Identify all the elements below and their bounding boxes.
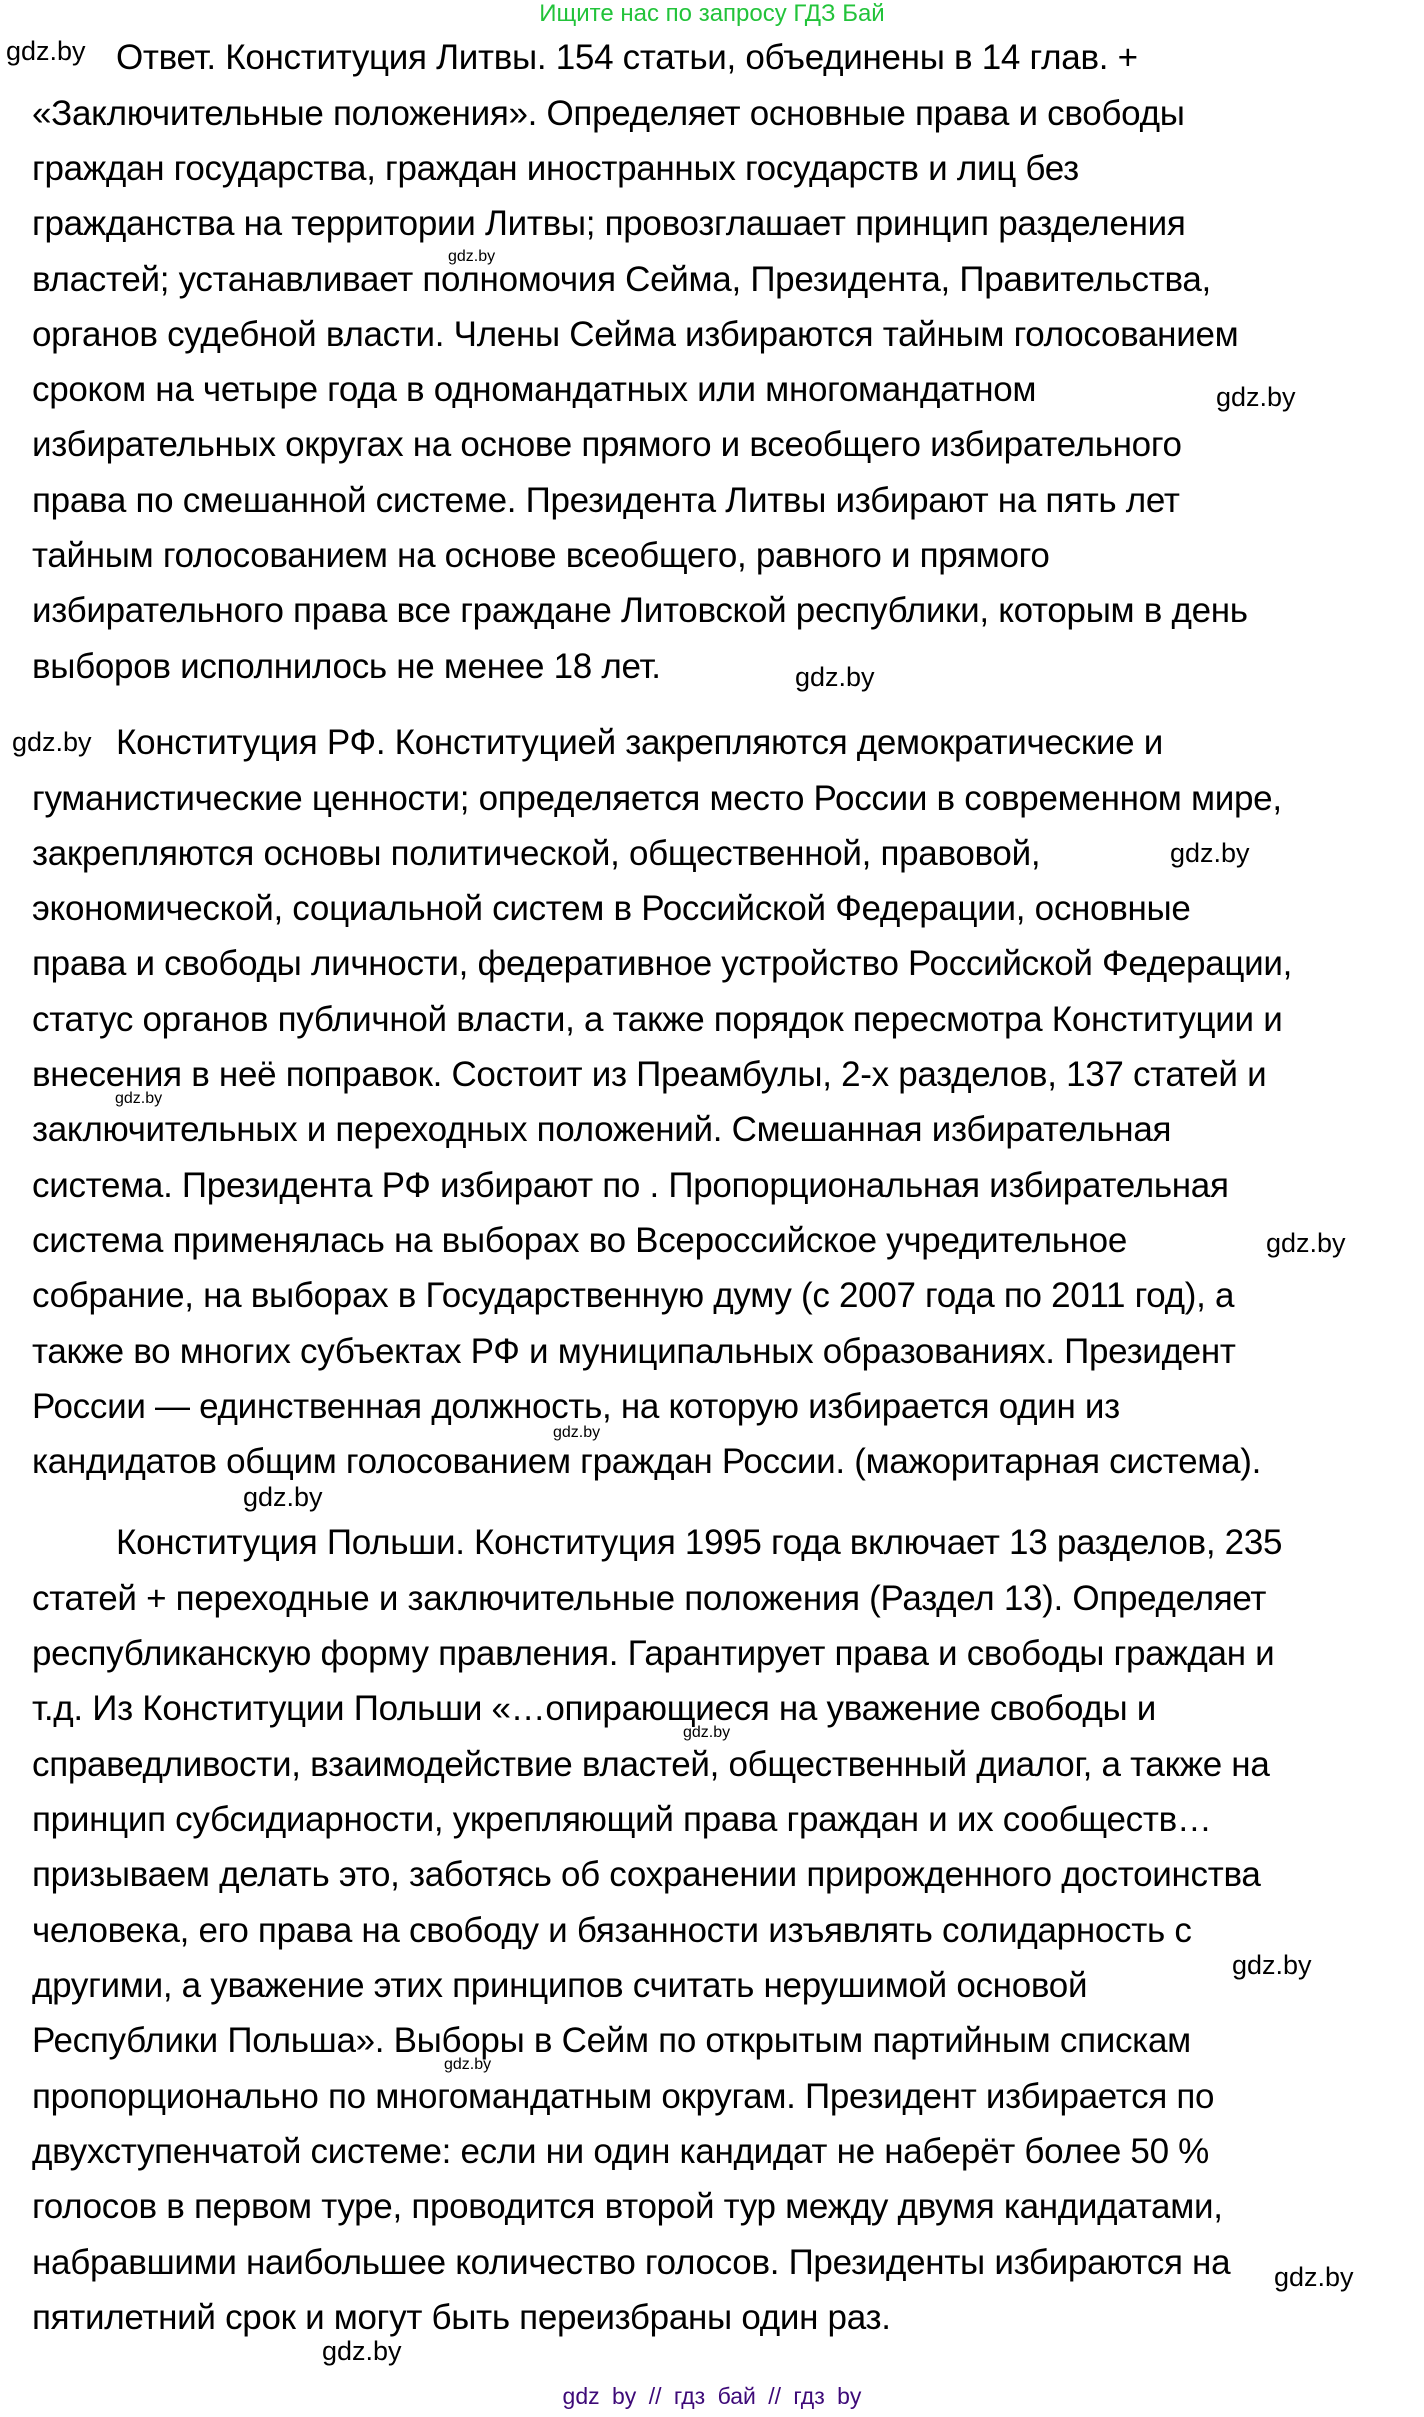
text-line: сроком на четыре года в одномандатных или многомандатном [32,370,1037,409]
text-line: статус органов публичной власти, а также порядок пересмотра Конституции и [32,1000,1283,1039]
watermark: gdz.by [683,1724,731,1741]
text-line: пятилетний срок и могут быть переизбраны один раз. [32,2298,891,2337]
text-line: кандидатов общим голосованием граждан России. (мажоритарная система). [32,1442,1262,1481]
text-line: гуманистические ценности; определяется место России в современном мире, [32,779,1282,818]
text-line: двухступенчатой системе: если ни один кандидат не наберёт более 50 % [32,2132,1209,2171]
footer-links[interactable]: gdz by // гдз бай // гдз by [562,2383,862,2409]
text-line: республиканскую форму правления. Гарантирует права и свободы граждан и [32,1634,1275,1673]
text-line: Республики Польша». Выборы в Сейм по открытым партийным спискам [32,2021,1191,2060]
text-line: система применялась на выборах во Всероссийское учредительное [32,1221,1127,1260]
text-line: система. Президента РФ избирают по . Пропорциональная избирательная [32,1166,1229,1205]
text-line: Ответ. Конституция Литвы. 154 статьи, объединены в 14 глав. + [116,38,1138,77]
text-line: собрание, на выборах в Государственную думу (с 2007 года по 2011 год), а [32,1276,1235,1315]
watermark: gdz.by [795,662,875,692]
text-line: России — единственная должность, на которую избирается один из [32,1387,1120,1426]
text-line: тайным голосованием на основе всеобщего, равного и прямого [32,536,1050,575]
watermark: gdz.by [243,1482,323,1512]
watermark: gdz.by [553,1424,601,1441]
watermark: gdz.by [322,2336,402,2366]
text-line: права по смешанной системе. Президента Литвы избирают на пять лет [32,481,1180,520]
text-line: права и свободы личности, федеративное устройство Российской Федерации, [32,944,1293,983]
text-line: статей + переходные и заключительные положения (Раздел 13). Определяет [32,1579,1267,1618]
text-line: заключительных и переходных положений. Смешанная избирательная [32,1110,1172,1149]
watermark: gdz.by [115,1090,163,1107]
text-line: голосов в первом туре, проводится второй тур между двумя кандидатами, [32,2187,1223,2226]
text-line: призываем делать это, заботясь об сохранении прирожденного достоинства [32,1855,1261,1894]
text-line: экономической, социальной систем в Российской Федерации, основные [32,889,1191,928]
text-line: другими, а уважение этих принципов считать нерушимой основой [32,1966,1088,2005]
text-line: гражданства на территории Литвы; провозглашает принцип разделения [32,204,1186,243]
text-line: Конституция РФ. Конституцией закрепляются демократические и [116,723,1163,762]
text-line: властей; устанавливает полномочия Сейма, Президента, Правительства, [32,260,1211,299]
text-line: органов судебной власти. Члены Сейма избираются тайным голосованием [32,315,1239,354]
text-line: избирательных округах на основе прямого и всеобщего избирательного [32,425,1182,464]
text-line: принцип субсидиарности, укрепляющий права граждан и их сообществ… [32,1800,1212,1839]
text-line: пропорционально по многомандатным округам. Президент избирается по [32,2077,1215,2116]
text-line: выборов исполнилось не менее 18 лет. [32,647,661,686]
text-line: граждан государства, граждан иностранных государств и лиц без [32,149,1079,188]
watermark: gdz.by [1232,1950,1312,1980]
text-line: внесения в неё поправок. Состоит из Преамбулы, 2-х разделов, 137 статей и [32,1055,1267,1094]
watermark: gdz.by [1216,382,1296,412]
search-hint-banner[interactable]: Ищите нас по запросу ГДЗ Бай [539,0,885,27]
text-line: закрепляются основы политической, общественной, правовой, [32,834,1041,873]
watermark: gdz.by [448,248,496,265]
text-line: Конституция Польши. Конституция 1995 года включает 13 разделов, 235 [116,1523,1283,1562]
text-line: также во многих субъектах РФ и муниципальных образованиях. Президент [32,1332,1236,1371]
text-line: избирательного права все граждане Литовской республики, которым в день [32,591,1248,630]
text-line: набравшими наибольшее количество голосов. Президенты избираются на [32,2243,1231,2282]
text-line: справедливости, взаимодействие властей, общественный диалог, а также на [32,1745,1270,1784]
text-line: «Заключительные положения». Определяет основные права и свободы [32,94,1185,133]
text-line: человека, его права на свободу и бязанности изъявлять солидарность с [32,1911,1192,1950]
watermark: gdz.by [6,36,86,66]
watermark: gdz.by [1170,838,1250,868]
watermark: gdz.by [1266,1228,1346,1258]
watermark: gdz.by [444,2056,492,2073]
watermark: gdz.by [1274,2262,1354,2292]
watermark: gdz.by [12,727,92,757]
text-line: т.д. Из Конституции Польши «…опирающиеся на уважение свободы и [32,1689,1156,1728]
